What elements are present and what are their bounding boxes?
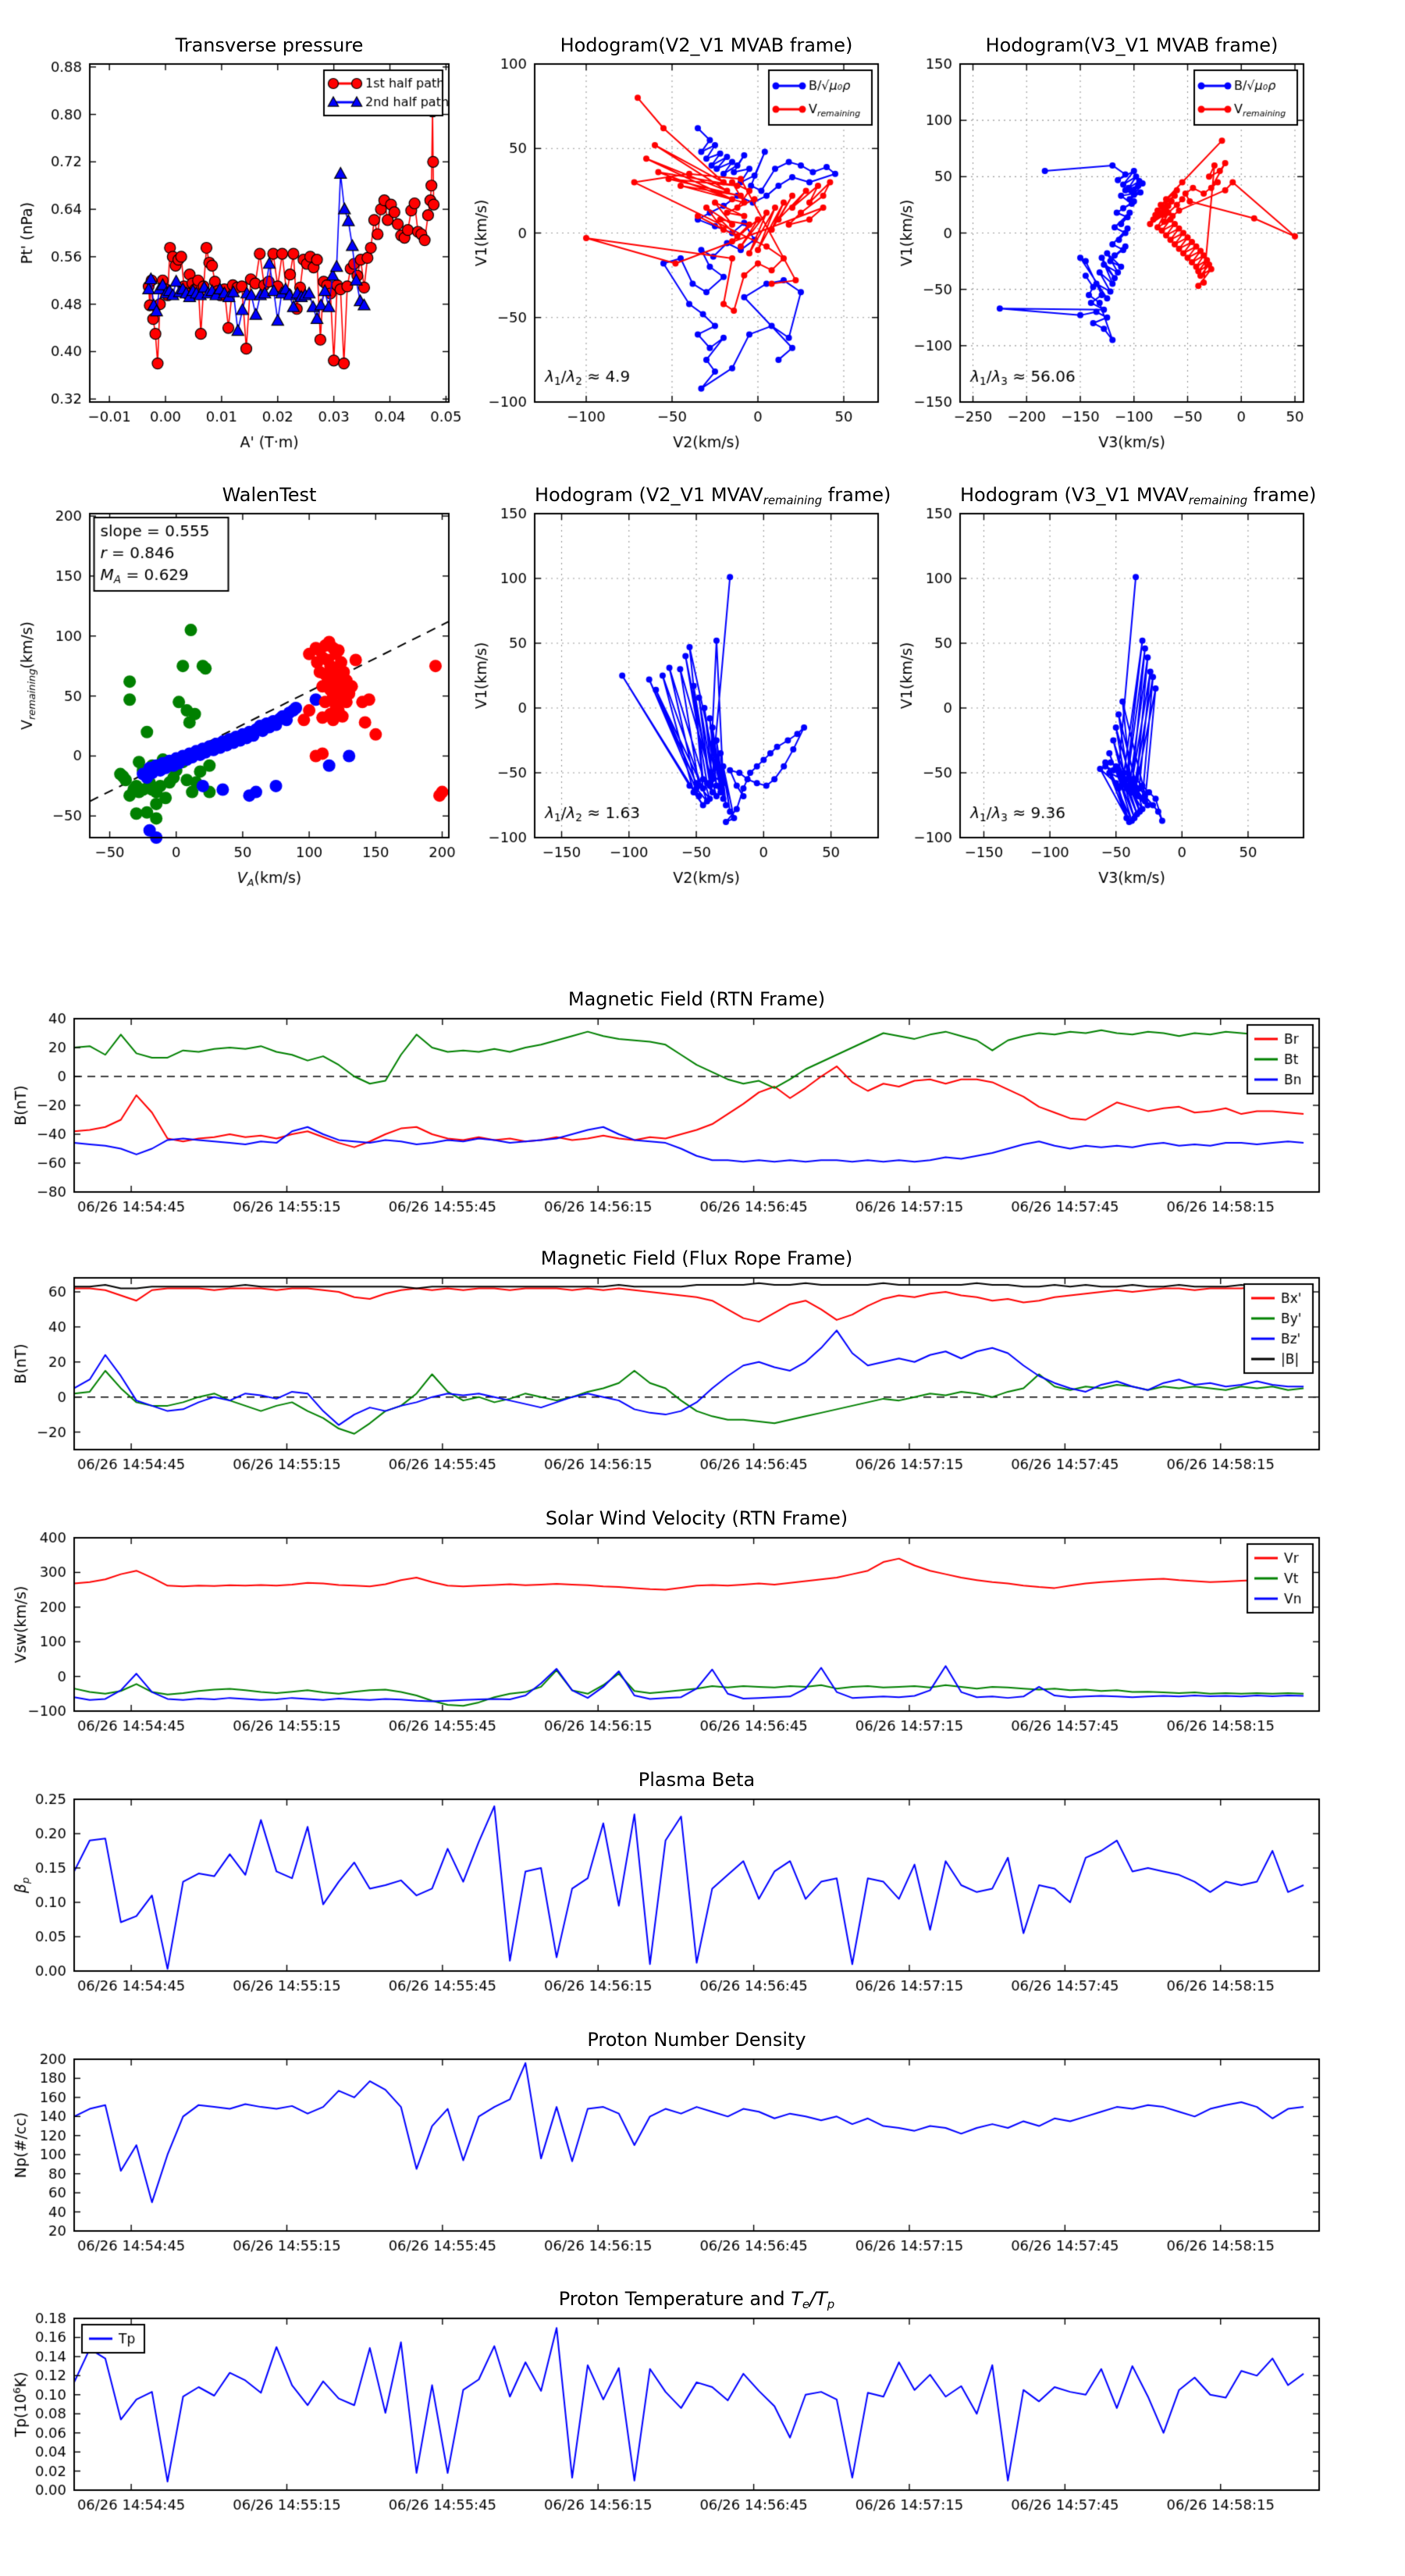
title-text: remaining: [763, 493, 823, 508]
panel-title-solar-wind-velocity: [74, 1507, 1319, 1529]
panel-title-hodogram-v2v1-mvav: [535, 484, 891, 508]
title-text: Magnetic Field (Flux Rope Frame): [540, 1247, 853, 1269]
title-text: Hodogram(V3_V1 MVAB frame): [985, 34, 1279, 56]
title-text: Hodogram (V2_V1 MVAV: [535, 484, 763, 506]
title-text: e: [802, 2297, 810, 2312]
title-text: /: [809, 2288, 816, 2310]
panel-title-transverse-pressure: [90, 34, 449, 56]
panel-title-hodogram-v2v1-mvab: [535, 34, 878, 56]
panel-title-proton-temperature: [74, 2288, 1319, 2311]
title-text: T: [791, 2288, 802, 2310]
title-text: frame): [1247, 484, 1317, 506]
title-text: Solar Wind Velocity (RTN Frame): [545, 1507, 848, 1529]
title-text: T: [816, 2288, 827, 2310]
title-text: Transverse pressure: [175, 34, 364, 56]
title-text: Magnetic Field (RTN Frame): [567, 988, 826, 1010]
panel-title-plasma-beta: [74, 1769, 1319, 1791]
panel-title-magnetic-field-rtn: [74, 988, 1319, 1010]
title-text: Proton Temperature and: [558, 2288, 791, 2310]
panel-title-walen-test: [90, 484, 449, 506]
title-text: Plasma Beta: [638, 1769, 756, 1791]
title-text: Proton Number Density: [587, 2029, 806, 2051]
title-text: WalenTest: [222, 484, 317, 506]
panel-title-magnetic-field-fluxrope: [74, 1247, 1319, 1269]
title-text: Hodogram (V3_V1 MVAV: [960, 484, 1189, 506]
title-text: p: [827, 2297, 835, 2312]
panel-title-hodogram-v3v1-mvab: [960, 34, 1304, 56]
title-text: frame): [822, 484, 891, 506]
title-text: Hodogram(V2_V1 MVAB frame): [560, 34, 853, 56]
panel-title-proton-number-density: [74, 2029, 1319, 2051]
panel-title-hodogram-v3v1-mvav: [960, 484, 1317, 508]
title-text: remaining: [1188, 493, 1248, 508]
